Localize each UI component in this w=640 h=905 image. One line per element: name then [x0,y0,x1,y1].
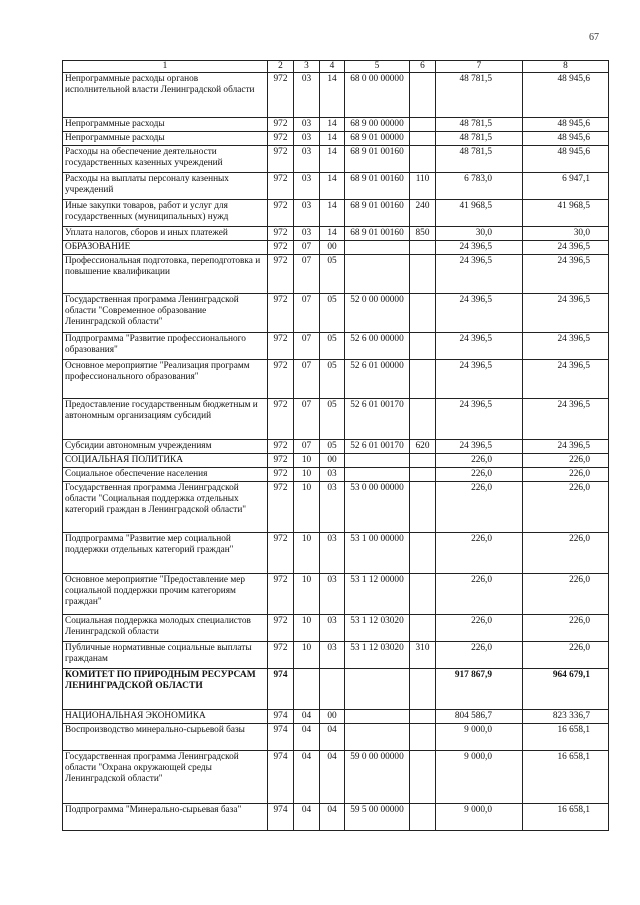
target-article-cell [345,241,410,255]
subsection-code-cell: 05 [320,294,345,333]
row-name-cell: Непрограммные расходы [63,118,268,132]
subsection-code-cell: 14 [320,173,345,200]
row-name-cell: Иные закупки товаров, работ и услуг для государственных (муниципальных) нужд [63,200,268,227]
expense-type-cell [410,294,436,333]
subsection-code-cell: 14 [320,200,345,227]
expense-type-cell [410,804,436,831]
row-name-cell: Предоставление государственным бюджетным и автономным организациям субсидий [63,399,268,440]
column-header: 1 [63,61,268,73]
row-name-cell: Расходы на обеспечение деятельности государственных казенных учреждений [63,146,268,173]
subsection-code-cell: 05 [320,440,345,454]
target-article-cell [345,669,410,710]
section-code-cell: 10 [294,468,320,482]
amount-year2-cell: 48 945,6 [523,118,609,132]
section-code-cell: 03 [294,146,320,173]
amount-year1-cell: 24 396,5 [436,360,523,399]
section-code-cell: 04 [294,751,320,804]
ministry-code-cell: 974 [268,804,294,831]
target-article-cell: 68 9 01 00000 [345,132,410,146]
row-name-cell: ОБРАЗОВАНИЕ [63,241,268,255]
subsection-code-cell: 00 [320,710,345,724]
amount-year1-cell: 30,0 [436,227,523,241]
amount-year2-cell: 48 945,6 [523,73,609,118]
subsection-code-cell: 03 [320,615,345,642]
section-code-cell: 10 [294,574,320,615]
expense-type-cell [410,399,436,440]
subsection-code-cell: 14 [320,73,345,118]
section-code-cell: 10 [294,615,320,642]
expense-type-cell: 310 [410,642,436,669]
target-article-cell [345,468,410,482]
section-code-cell: 10 [294,642,320,669]
expense-type-cell [410,118,436,132]
ministry-code-cell: 972 [268,454,294,468]
amount-year2-cell: 226,0 [523,574,609,615]
row-name-cell: Государственная программа Ленинградской области "Социальная поддержка отдельных категорий граждан в Ленинградской области" [63,482,268,533]
row-name-cell: Основное мероприятие "Предоставление мер социальной поддержки прочим категориям граждан" [63,574,268,615]
expense-type-cell [410,255,436,294]
ministry-code-cell: 972 [268,173,294,200]
expense-type-cell [410,132,436,146]
table-row [63,200,609,227]
target-article-cell [345,454,410,468]
expense-type-cell [410,574,436,615]
expense-type-cell [410,533,436,574]
amount-year2-cell: 24 396,5 [523,440,609,454]
amount-year2-cell: 48 945,6 [523,146,609,173]
amount-year2-cell: 24 396,5 [523,360,609,399]
amount-year2-cell: 16 658,1 [523,751,609,804]
ministry-code-cell: 972 [268,440,294,454]
row-name-cell: Профессиональная подготовка, переподготовка и повышение квалификации [63,255,268,294]
amount-year1-cell: 48 781,5 [436,118,523,132]
column-header: 7 [436,61,523,73]
section-code-cell: 04 [294,710,320,724]
section-code-cell: 03 [294,73,320,118]
column-header: 5 [345,61,410,73]
amount-year2-cell: 24 396,5 [523,399,609,440]
column-header: 3 [294,61,320,73]
target-article-cell: 52 6 01 00170 [345,399,410,440]
row-name-cell: Подпрограмма "Минерально-сырьевая база" [63,804,268,831]
amount-year1-cell: 24 396,5 [436,241,523,255]
target-article-cell: 53 0 00 00000 [345,482,410,533]
amount-year1-cell: 24 396,5 [436,333,523,360]
subsection-code-cell [320,669,345,710]
table-row [63,241,609,255]
section-code-cell: 07 [294,241,320,255]
section-code-cell: 03 [294,132,320,146]
expense-type-cell [410,146,436,173]
expense-type-cell: 850 [410,227,436,241]
row-name-cell: КОМИТЕТ ПО ПРИРОДНЫМ РЕСУРСАМ ЛЕНИНГРАДСКОЙ ОБЛАСТИ [63,669,268,710]
table-header-row [63,61,609,73]
amount-year2-cell: 24 396,5 [523,294,609,333]
expense-type-cell [410,669,436,710]
row-name-cell: Основное мероприятие "Реализация программ профессионального образования" [63,360,268,399]
amount-year1-cell: 226,0 [436,468,523,482]
table-row [63,146,609,173]
ministry-code-cell: 972 [268,241,294,255]
subsection-code-cell: 05 [320,360,345,399]
amount-year2-cell: 964 679,1 [523,669,609,710]
page-number: 67 [589,32,599,43]
subsection-code-cell: 14 [320,132,345,146]
section-code-cell: 07 [294,255,320,294]
subsection-code-cell: 00 [320,241,345,255]
row-name-cell: НАЦИОНАЛЬНАЯ ЭКОНОМИКА [63,710,268,724]
expense-type-cell: 620 [410,440,436,454]
amount-year2-cell: 24 396,5 [523,255,609,294]
table-row [63,294,609,333]
amount-year2-cell: 226,0 [523,642,609,669]
subsection-code-cell: 03 [320,468,345,482]
section-code-cell: 07 [294,440,320,454]
section-code-cell: 07 [294,294,320,333]
amount-year1-cell: 226,0 [436,533,523,574]
target-article-cell [345,710,410,724]
table-row [63,669,609,710]
ministry-code-cell: 972 [268,73,294,118]
target-article-cell: 59 5 00 00000 [345,804,410,831]
ministry-code-cell: 972 [268,333,294,360]
target-article-cell: 68 0 00 00000 [345,73,410,118]
table-row [63,360,609,399]
ministry-code-cell: 972 [268,642,294,669]
table-row [63,399,609,440]
target-article-cell: 68 9 01 00160 [345,146,410,173]
section-code-cell: 04 [294,804,320,831]
table-row [63,751,609,804]
table-row [63,642,609,669]
amount-year1-cell: 226,0 [436,642,523,669]
ministry-code-cell: 972 [268,468,294,482]
subsection-code-cell: 03 [320,574,345,615]
table-row [63,615,609,642]
amount-year1-cell: 41 968,5 [436,200,523,227]
ministry-code-cell: 972 [268,227,294,241]
column-header: 2 [268,61,294,73]
ministry-code-cell: 972 [268,132,294,146]
row-name-cell: Государственная программа Ленинградской области "Охрана окружающей среды Ленинградской области" [63,751,268,804]
expense-type-cell [410,615,436,642]
amount-year2-cell: 226,0 [523,615,609,642]
section-code-cell: 07 [294,333,320,360]
amount-year2-cell: 226,0 [523,482,609,533]
expense-type-cell [410,241,436,255]
amount-year1-cell: 24 396,5 [436,255,523,294]
row-name-cell: Подпрограмма "Развитие профессионального образования" [63,333,268,360]
row-name-cell: Воспроизводство минерально-сырьевой базы [63,724,268,751]
amount-year2-cell: 41 968,5 [523,200,609,227]
section-code-cell: 04 [294,724,320,751]
table-row [63,482,609,533]
subsection-code-cell: 03 [320,533,345,574]
row-name-cell: Подпрограмма "Развитие мер социальной поддержки отдельных категорий граждан" [63,533,268,574]
row-name-cell: Субсидии автономным учреждениям [63,440,268,454]
ministry-code-cell: 972 [268,482,294,533]
ministry-code-cell: 972 [268,294,294,333]
expense-type-cell: 110 [410,173,436,200]
amount-year2-cell: 823 336,7 [523,710,609,724]
ministry-code-cell: 972 [268,533,294,574]
amount-year2-cell: 226,0 [523,454,609,468]
section-code-cell: 07 [294,360,320,399]
section-code-cell [294,669,320,710]
subsection-code-cell: 05 [320,399,345,440]
expense-type-cell [410,454,436,468]
amount-year2-cell: 48 945,6 [523,132,609,146]
amount-year1-cell: 9 000,0 [436,751,523,804]
section-code-cell: 07 [294,399,320,440]
expense-type-cell [410,468,436,482]
amount-year2-cell: 6 947,1 [523,173,609,200]
subsection-code-cell: 14 [320,227,345,241]
target-article-cell: 52 6 01 00170 [345,440,410,454]
expense-type-cell [410,710,436,724]
table-row [63,724,609,751]
subsection-code-cell: 14 [320,118,345,132]
subsection-code-cell: 05 [320,333,345,360]
section-code-cell: 10 [294,454,320,468]
amount-year1-cell: 48 781,5 [436,132,523,146]
target-article-cell [345,255,410,294]
row-name-cell: Непрограммные расходы [63,132,268,146]
amount-year2-cell: 24 396,5 [523,333,609,360]
table-row [63,118,609,132]
amount-year1-cell: 6 783,0 [436,173,523,200]
row-name-cell: СОЦИАЛЬНАЯ ПОЛИТИКА [63,454,268,468]
ministry-code-cell: 972 [268,360,294,399]
table-row [63,454,609,468]
row-name-cell: Социальная поддержка молодых специалистов Ленинградской области [63,615,268,642]
table-row [63,333,609,360]
amount-year2-cell: 16 658,1 [523,724,609,751]
amount-year1-cell: 9 000,0 [436,804,523,831]
ministry-code-cell: 972 [268,399,294,440]
amount-year2-cell: 226,0 [523,533,609,574]
ministry-code-cell: 974 [268,751,294,804]
amount-year1-cell: 226,0 [436,482,523,533]
amount-year1-cell: 226,0 [436,574,523,615]
section-code-cell: 03 [294,118,320,132]
ministry-code-cell: 972 [268,255,294,294]
target-article-cell: 68 9 01 00160 [345,173,410,200]
expense-type-cell [410,724,436,751]
row-name-cell: Социальное обеспечение населения [63,468,268,482]
subsection-code-cell: 03 [320,482,345,533]
expense-type-cell [410,333,436,360]
ministry-code-cell: 972 [268,200,294,227]
expense-type-cell [410,751,436,804]
table-row [63,440,609,454]
table-row [63,533,609,574]
expense-type-cell [410,360,436,399]
target-article-cell: 53 1 12 03020 [345,615,410,642]
target-article-cell: 52 6 00 00000 [345,333,410,360]
subsection-code-cell: 14 [320,146,345,173]
amount-year2-cell: 24 396,5 [523,241,609,255]
table-row [63,73,609,118]
target-article-cell [345,724,410,751]
table-row [63,574,609,615]
subsection-code-cell: 05 [320,255,345,294]
row-name-cell: Государственная программа Ленинградской области "Современное образование Ленинградской области" [63,294,268,333]
target-article-cell: 59 0 00 00000 [345,751,410,804]
table-row [63,804,609,831]
amount-year1-cell: 9 000,0 [436,724,523,751]
amount-year1-cell: 226,0 [436,615,523,642]
table-row [63,710,609,724]
table-row [63,173,609,200]
amount-year1-cell: 804 586,7 [436,710,523,724]
amount-year2-cell: 30,0 [523,227,609,241]
target-article-cell: 68 9 00 00000 [345,118,410,132]
amount-year2-cell: 16 658,1 [523,804,609,831]
ministry-code-cell: 974 [268,710,294,724]
target-article-cell: 68 9 01 00160 [345,227,410,241]
row-name-cell: Публичные нормативные социальные выплаты гражданам [63,642,268,669]
expense-type-cell [410,482,436,533]
target-article-cell: 53 1 12 03020 [345,642,410,669]
target-article-cell: 68 9 01 00160 [345,200,410,227]
section-code-cell: 10 [294,482,320,533]
table-row [63,255,609,294]
ministry-code-cell: 972 [268,574,294,615]
row-name-cell: Непрограммные расходы органов исполнительной власти Ленинградской области [63,73,268,118]
ministry-code-cell: 972 [268,146,294,173]
table-row [63,132,609,146]
amount-year1-cell: 48 781,5 [436,146,523,173]
expense-type-cell: 240 [410,200,436,227]
section-code-cell: 10 [294,533,320,574]
section-code-cell: 03 [294,200,320,227]
amount-year1-cell: 226,0 [436,454,523,468]
budget-table [62,60,609,831]
amount-year1-cell: 24 396,5 [436,399,523,440]
ministry-code-cell: 972 [268,118,294,132]
target-article-cell: 53 1 00 00000 [345,533,410,574]
amount-year2-cell: 226,0 [523,468,609,482]
expense-type-cell [410,73,436,118]
amount-year1-cell: 917 867,9 [436,669,523,710]
subsection-code-cell: 04 [320,751,345,804]
amount-year1-cell: 48 781,5 [436,73,523,118]
target-article-cell: 53 1 12 00000 [345,574,410,615]
subsection-code-cell: 03 [320,642,345,669]
row-name-cell: Уплата налогов, сборов и иных платежей [63,227,268,241]
subsection-code-cell: 04 [320,724,345,751]
column-header: 8 [523,61,609,73]
column-header: 4 [320,61,345,73]
row-name-cell: Расходы на выплаты персоналу казенных учреждений [63,173,268,200]
ministry-code-cell: 972 [268,615,294,642]
column-header: 6 [410,61,436,73]
amount-year1-cell: 24 396,5 [436,440,523,454]
target-article-cell: 52 0 00 00000 [345,294,410,333]
table-row [63,468,609,482]
target-article-cell: 52 6 01 00000 [345,360,410,399]
subsection-code-cell: 00 [320,454,345,468]
section-code-cell: 03 [294,173,320,200]
subsection-code-cell: 04 [320,804,345,831]
table-row [63,227,609,241]
amount-year1-cell: 24 396,5 [436,294,523,333]
ministry-code-cell: 974 [268,669,294,710]
section-code-cell: 03 [294,227,320,241]
ministry-code-cell: 974 [268,724,294,751]
